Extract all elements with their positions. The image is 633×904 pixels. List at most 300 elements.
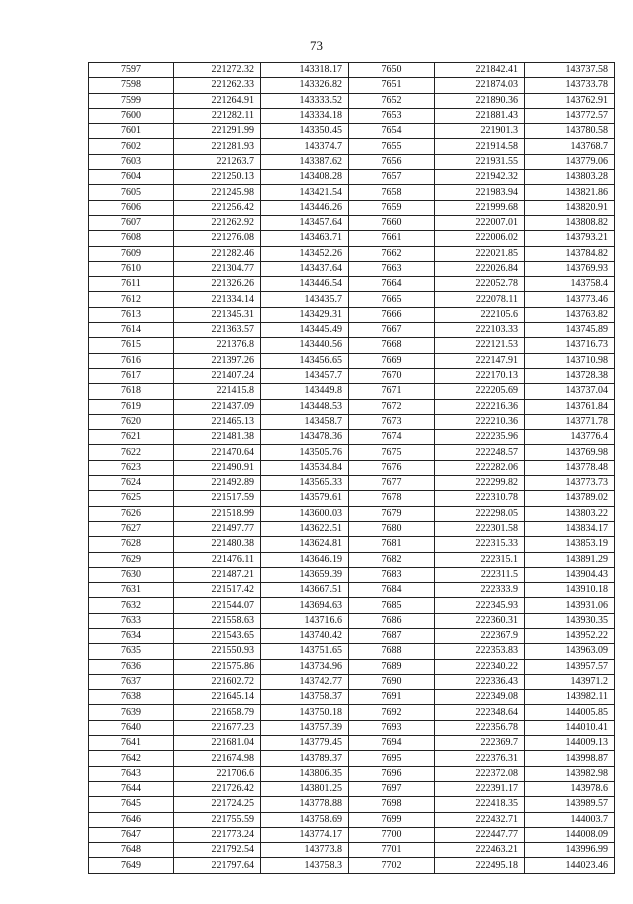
x-coordinate-right: 222336.43 (435, 674, 525, 689)
y-coordinate-right: 143773.46 (525, 292, 615, 307)
point-number-left: 7606 (89, 200, 174, 215)
x-coordinate-right: 222310.78 (435, 491, 525, 506)
point-number-left: 7603 (89, 154, 174, 169)
y-coordinate-right: 143904.43 (525, 567, 615, 582)
y-coordinate-right: 143982.98 (525, 766, 615, 781)
point-number-left: 7620 (89, 414, 174, 429)
point-number-right: 7693 (349, 720, 435, 735)
x-coordinate-right: 222299.82 (435, 476, 525, 491)
y-coordinate-left: 143734.96 (261, 659, 349, 674)
y-coordinate-right: 143789.02 (525, 491, 615, 506)
y-coordinate-right: 143763.82 (525, 307, 615, 322)
y-coordinate-left: 143659.39 (261, 567, 349, 582)
point-number-left: 7629 (89, 552, 174, 567)
point-number-left: 7649 (89, 858, 174, 873)
x-coordinate-left: 221575.86 (174, 659, 261, 674)
y-coordinate-left: 143435.7 (261, 292, 349, 307)
point-number-left: 7626 (89, 506, 174, 521)
point-number-right: 7663 (349, 261, 435, 276)
point-number-right: 7677 (349, 476, 435, 491)
x-coordinate-left: 221674.98 (174, 751, 261, 766)
x-coordinate-left: 221518.99 (174, 506, 261, 521)
point-number-left: 7634 (89, 628, 174, 643)
point-number-right: 7676 (349, 460, 435, 475)
y-coordinate-left: 143333.52 (261, 93, 349, 108)
y-coordinate-left: 143387.62 (261, 154, 349, 169)
x-coordinate-right: 222432.71 (435, 812, 525, 827)
x-coordinate-left: 221797.64 (174, 858, 261, 873)
table-row (89, 460, 615, 475)
table-row (89, 644, 615, 659)
y-coordinate-right: 143779.06 (525, 154, 615, 169)
x-coordinate-right: 222345.93 (435, 598, 525, 613)
x-coordinate-left: 221407.24 (174, 368, 261, 383)
x-coordinate-right: 222103.33 (435, 323, 525, 338)
y-coordinate-right: 143780.58 (525, 124, 615, 139)
y-coordinate-right: 143803.22 (525, 506, 615, 521)
y-coordinate-left: 143452.26 (261, 246, 349, 261)
point-number-left: 7624 (89, 476, 174, 491)
x-coordinate-right: 221931.55 (435, 154, 525, 169)
point-number-right: 7697 (349, 781, 435, 796)
x-coordinate-right: 222078.11 (435, 292, 525, 307)
y-coordinate-left: 143778.88 (261, 797, 349, 812)
table-row (89, 628, 615, 643)
y-coordinate-right: 143930.35 (525, 613, 615, 628)
x-coordinate-left: 221726.42 (174, 781, 261, 796)
x-coordinate-right: 222205.69 (435, 384, 525, 399)
point-number-left: 7642 (89, 751, 174, 766)
point-number-right: 7657 (349, 170, 435, 185)
point-number-right: 7656 (349, 154, 435, 169)
point-number-left: 7643 (89, 766, 174, 781)
x-coordinate-right: 221942.32 (435, 170, 525, 185)
table-row (89, 812, 615, 827)
x-coordinate-right: 222311.5 (435, 567, 525, 582)
x-coordinate-left: 221256.42 (174, 200, 261, 215)
table-row (89, 797, 615, 812)
y-coordinate-right: 144010.41 (525, 720, 615, 735)
point-number-right: 7672 (349, 399, 435, 414)
point-number-left: 7636 (89, 659, 174, 674)
x-coordinate-left: 221517.42 (174, 583, 261, 598)
point-number-left: 7615 (89, 338, 174, 353)
table-row (89, 827, 615, 842)
point-number-right: 7654 (349, 124, 435, 139)
point-number-right: 7668 (349, 338, 435, 353)
page-number: 73 (310, 38, 323, 53)
point-number-right: 7686 (349, 613, 435, 628)
x-coordinate-right: 222007.01 (435, 215, 525, 230)
x-coordinate-left: 221363.57 (174, 323, 261, 338)
x-coordinate-left: 221262.33 (174, 78, 261, 93)
x-coordinate-right: 222006.02 (435, 231, 525, 246)
x-coordinate-right: 222348.64 (435, 705, 525, 720)
point-number-left: 7602 (89, 139, 174, 154)
x-coordinate-left: 221397.26 (174, 353, 261, 368)
point-number-left: 7616 (89, 353, 174, 368)
y-coordinate-left: 143350.45 (261, 124, 349, 139)
x-coordinate-left: 221681.04 (174, 736, 261, 751)
point-number-right: 7681 (349, 537, 435, 552)
x-coordinate-right: 222418.35 (435, 797, 525, 812)
y-coordinate-left: 143742.77 (261, 674, 349, 689)
point-number-right: 7699 (349, 812, 435, 827)
y-coordinate-right: 143998.87 (525, 751, 615, 766)
x-coordinate-left: 221415.8 (174, 384, 261, 399)
y-coordinate-left: 143801.25 (261, 781, 349, 796)
y-coordinate-left: 143758.69 (261, 812, 349, 827)
table-row (89, 200, 615, 215)
x-coordinate-left: 221264.91 (174, 93, 261, 108)
point-number-right: 7660 (349, 215, 435, 230)
y-coordinate-right: 143808.82 (525, 215, 615, 230)
y-coordinate-right: 143820.91 (525, 200, 615, 215)
point-number-right: 7683 (349, 567, 435, 582)
y-coordinate-left: 143478.36 (261, 430, 349, 445)
y-coordinate-right: 143737.58 (525, 63, 615, 78)
x-coordinate-left: 221465.13 (174, 414, 261, 429)
x-coordinate-left: 221497.77 (174, 521, 261, 536)
coordinates-table (88, 62, 615, 874)
x-coordinate-left: 221470.64 (174, 445, 261, 460)
y-coordinate-left: 143789.37 (261, 751, 349, 766)
x-coordinate-right: 221890.36 (435, 93, 525, 108)
table-row (89, 139, 615, 154)
x-coordinate-right: 222235.96 (435, 430, 525, 445)
point-number-left: 7639 (89, 705, 174, 720)
y-coordinate-left: 143463.71 (261, 231, 349, 246)
x-coordinate-right: 222376.31 (435, 751, 525, 766)
x-coordinate-right: 222463.21 (435, 843, 525, 858)
y-coordinate-right: 143762.91 (525, 93, 615, 108)
y-coordinate-right: 144003.7 (525, 812, 615, 827)
y-coordinate-right: 143963.09 (525, 644, 615, 659)
table-row (89, 445, 615, 460)
point-number-right: 7661 (349, 231, 435, 246)
table-row (89, 384, 615, 399)
point-number-left: 7612 (89, 292, 174, 307)
point-number-right: 7658 (349, 185, 435, 200)
table-row (89, 751, 615, 766)
x-coordinate-left: 221282.46 (174, 246, 261, 261)
x-coordinate-right: 222052.78 (435, 277, 525, 292)
y-coordinate-left: 143374.7 (261, 139, 349, 154)
y-coordinate-right: 143768.7 (525, 139, 615, 154)
y-coordinate-right: 143978.6 (525, 781, 615, 796)
x-coordinate-right: 222315.33 (435, 537, 525, 552)
y-coordinate-right: 143728.38 (525, 368, 615, 383)
point-number-left: 7628 (89, 537, 174, 552)
table-row (89, 858, 615, 873)
point-number-right: 7698 (349, 797, 435, 812)
point-number-left: 7614 (89, 323, 174, 338)
table-row (89, 93, 615, 108)
y-coordinate-left: 143740.42 (261, 628, 349, 643)
x-coordinate-left: 221263.7 (174, 154, 261, 169)
y-coordinate-left: 143565.33 (261, 476, 349, 491)
x-coordinate-left: 221437.09 (174, 399, 261, 414)
y-coordinate-right: 143971.2 (525, 674, 615, 689)
table-row (89, 399, 615, 414)
x-coordinate-right: 222340.22 (435, 659, 525, 674)
y-coordinate-left: 143579.61 (261, 491, 349, 506)
y-coordinate-left: 143448.53 (261, 399, 349, 414)
y-coordinate-left: 143429.31 (261, 307, 349, 322)
x-coordinate-right: 222170.13 (435, 368, 525, 383)
table-row (89, 124, 615, 139)
x-coordinate-left: 221334.14 (174, 292, 261, 307)
table-row (89, 598, 615, 613)
point-number-left: 7604 (89, 170, 174, 185)
table-row (89, 277, 615, 292)
point-number-right: 7695 (349, 751, 435, 766)
point-number-left: 7632 (89, 598, 174, 613)
x-coordinate-left: 221272.32 (174, 63, 261, 78)
y-coordinate-left: 143774.17 (261, 827, 349, 842)
y-coordinate-left: 143622.51 (261, 521, 349, 536)
x-coordinate-right: 221983.94 (435, 185, 525, 200)
y-coordinate-left: 143458.7 (261, 414, 349, 429)
x-coordinate-right: 222391.17 (435, 781, 525, 796)
point-number-left: 7621 (89, 430, 174, 445)
y-coordinate-left: 143456.65 (261, 353, 349, 368)
point-number-right: 7690 (349, 674, 435, 689)
point-number-right: 7687 (349, 628, 435, 643)
y-coordinate-right: 143931.06 (525, 598, 615, 613)
x-coordinate-right: 221874.03 (435, 78, 525, 93)
y-coordinate-right: 143733.78 (525, 78, 615, 93)
y-coordinate-right: 143769.98 (525, 445, 615, 460)
point-number-right: 7696 (349, 766, 435, 781)
table-row (89, 583, 615, 598)
y-coordinate-right: 143737.04 (525, 384, 615, 399)
point-number-left: 7608 (89, 231, 174, 246)
x-coordinate-left: 221345.31 (174, 307, 261, 322)
table-row (89, 659, 615, 674)
point-number-left: 7622 (89, 445, 174, 460)
y-coordinate-right: 143834.17 (525, 521, 615, 536)
point-number-left: 7638 (89, 690, 174, 705)
y-coordinate-left: 143446.54 (261, 277, 349, 292)
table-row (89, 307, 615, 322)
point-number-right: 7691 (349, 690, 435, 705)
point-number-left: 7640 (89, 720, 174, 735)
table-row (89, 690, 615, 705)
x-coordinate-left: 221602.72 (174, 674, 261, 689)
point-number-left: 7619 (89, 399, 174, 414)
y-coordinate-left: 143421.54 (261, 185, 349, 200)
y-coordinate-left: 143446.26 (261, 200, 349, 215)
point-number-left: 7617 (89, 368, 174, 383)
point-number-left: 7641 (89, 736, 174, 751)
y-coordinate-left: 143750.18 (261, 705, 349, 720)
point-number-right: 7662 (349, 246, 435, 261)
point-number-right: 7700 (349, 827, 435, 842)
table-row (89, 613, 615, 628)
y-coordinate-right: 143776.4 (525, 430, 615, 445)
x-coordinate-left: 221291.99 (174, 124, 261, 139)
x-coordinate-right: 222333.9 (435, 583, 525, 598)
y-coordinate-left: 143457.64 (261, 215, 349, 230)
x-coordinate-left: 221755.59 (174, 812, 261, 827)
y-coordinate-left: 143437.64 (261, 261, 349, 276)
point-number-right: 7670 (349, 368, 435, 383)
x-coordinate-left: 221543.65 (174, 628, 261, 643)
y-coordinate-left: 143334.18 (261, 108, 349, 123)
point-number-left: 7598 (89, 78, 174, 93)
table-row (89, 521, 615, 536)
table-row (89, 108, 615, 123)
point-number-left: 7613 (89, 307, 174, 322)
x-coordinate-right: 221842.41 (435, 63, 525, 78)
table-row (89, 353, 615, 368)
point-number-left: 7607 (89, 215, 174, 230)
x-coordinate-left: 221490.91 (174, 460, 261, 475)
x-coordinate-right: 222349.08 (435, 690, 525, 705)
point-number-right: 7659 (349, 200, 435, 215)
x-coordinate-right: 222248.57 (435, 445, 525, 460)
point-number-right: 7667 (349, 323, 435, 338)
point-number-left: 7623 (89, 460, 174, 475)
y-coordinate-right: 143778.48 (525, 460, 615, 475)
y-coordinate-right: 143793.21 (525, 231, 615, 246)
x-coordinate-left: 221558.63 (174, 613, 261, 628)
x-coordinate-left: 221282.11 (174, 108, 261, 123)
y-coordinate-left: 143318.17 (261, 63, 349, 78)
x-coordinate-right: 222367.9 (435, 628, 525, 643)
x-coordinate-left: 221487.21 (174, 567, 261, 582)
table-row (89, 736, 615, 751)
y-coordinate-left: 143806.35 (261, 766, 349, 781)
y-coordinate-left: 143779.45 (261, 736, 349, 751)
x-coordinate-right: 222021.85 (435, 246, 525, 261)
point-number-right: 7692 (349, 705, 435, 720)
point-number-right: 7682 (349, 552, 435, 567)
x-coordinate-left: 221792.54 (174, 843, 261, 858)
x-coordinate-left: 221326.26 (174, 277, 261, 292)
y-coordinate-right: 143761.84 (525, 399, 615, 414)
point-number-left: 7605 (89, 185, 174, 200)
table-row (89, 231, 615, 246)
x-coordinate-left: 221517.59 (174, 491, 261, 506)
point-number-right: 7685 (349, 598, 435, 613)
y-coordinate-left: 143646.19 (261, 552, 349, 567)
x-coordinate-right: 221914.58 (435, 139, 525, 154)
y-coordinate-right: 143772.57 (525, 108, 615, 123)
coordinates-table-body (89, 63, 615, 874)
x-coordinate-left: 221481.38 (174, 430, 261, 445)
table-row (89, 843, 615, 858)
y-coordinate-left: 143440.56 (261, 338, 349, 353)
point-number-right: 7673 (349, 414, 435, 429)
x-coordinate-right: 221901.3 (435, 124, 525, 139)
x-coordinate-left: 221550.93 (174, 644, 261, 659)
x-coordinate-right: 222301.58 (435, 521, 525, 536)
point-number-right: 7680 (349, 521, 435, 536)
y-coordinate-right: 144008.09 (525, 827, 615, 842)
y-coordinate-left: 143408.28 (261, 170, 349, 185)
y-coordinate-left: 143600.03 (261, 506, 349, 521)
y-coordinate-right: 144005.85 (525, 705, 615, 720)
point-number-right: 7652 (349, 93, 435, 108)
y-coordinate-right: 143996.99 (525, 843, 615, 858)
x-coordinate-right: 222026.84 (435, 261, 525, 276)
y-coordinate-right: 143952.22 (525, 628, 615, 643)
table-row (89, 338, 615, 353)
point-number-left: 7599 (89, 93, 174, 108)
y-coordinate-right: 143769.93 (525, 261, 615, 276)
y-coordinate-right: 143957.57 (525, 659, 615, 674)
point-number-right: 7655 (349, 139, 435, 154)
y-coordinate-right: 143891.29 (525, 552, 615, 567)
y-coordinate-left: 143505.76 (261, 445, 349, 460)
y-coordinate-right: 143710.98 (525, 353, 615, 368)
table-row (89, 323, 615, 338)
point-number-left: 7648 (89, 843, 174, 858)
x-coordinate-left: 221480.38 (174, 537, 261, 552)
table-row (89, 246, 615, 261)
y-coordinate-left: 143445.49 (261, 323, 349, 338)
x-coordinate-right: 222360.31 (435, 613, 525, 628)
table-row (89, 476, 615, 491)
x-coordinate-right: 222315.1 (435, 552, 525, 567)
x-coordinate-left: 221645.14 (174, 690, 261, 705)
table-row (89, 368, 615, 383)
x-coordinate-left: 221262.92 (174, 215, 261, 230)
table-row (89, 185, 615, 200)
x-coordinate-left: 221544.07 (174, 598, 261, 613)
x-coordinate-left: 221376.8 (174, 338, 261, 353)
x-coordinate-right: 221881.43 (435, 108, 525, 123)
point-number-left: 7610 (89, 261, 174, 276)
y-coordinate-left: 143457.7 (261, 368, 349, 383)
y-coordinate-right: 143853.19 (525, 537, 615, 552)
x-coordinate-right: 222356.78 (435, 720, 525, 735)
point-number-left: 7644 (89, 781, 174, 796)
point-number-right: 7651 (349, 78, 435, 93)
x-coordinate-right: 222216.36 (435, 399, 525, 414)
y-coordinate-right: 143758.4 (525, 277, 615, 292)
point-number-left: 7609 (89, 246, 174, 261)
point-number-right: 7665 (349, 292, 435, 307)
x-coordinate-right: 222121.53 (435, 338, 525, 353)
x-coordinate-right: 222353.83 (435, 644, 525, 659)
table-row (89, 491, 615, 506)
table-row (89, 766, 615, 781)
table-row (89, 170, 615, 185)
point-number-left: 7631 (89, 583, 174, 598)
y-coordinate-left: 143757.39 (261, 720, 349, 735)
point-number-right: 7666 (349, 307, 435, 322)
x-coordinate-right: 222369.7 (435, 736, 525, 751)
table-row (89, 537, 615, 552)
y-coordinate-right: 143821.86 (525, 185, 615, 200)
y-coordinate-left: 143326.82 (261, 78, 349, 93)
x-coordinate-left: 221276.08 (174, 231, 261, 246)
table-row (89, 63, 615, 78)
table-row (89, 78, 615, 93)
point-number-left: 7635 (89, 644, 174, 659)
table-row (89, 705, 615, 720)
y-coordinate-left: 143758.3 (261, 858, 349, 873)
point-number-right: 7702 (349, 858, 435, 873)
y-coordinate-left: 143694.63 (261, 598, 349, 613)
point-number-right: 7679 (349, 506, 435, 521)
point-number-left: 7625 (89, 491, 174, 506)
y-coordinate-left: 143758.37 (261, 690, 349, 705)
table-row (89, 781, 615, 796)
